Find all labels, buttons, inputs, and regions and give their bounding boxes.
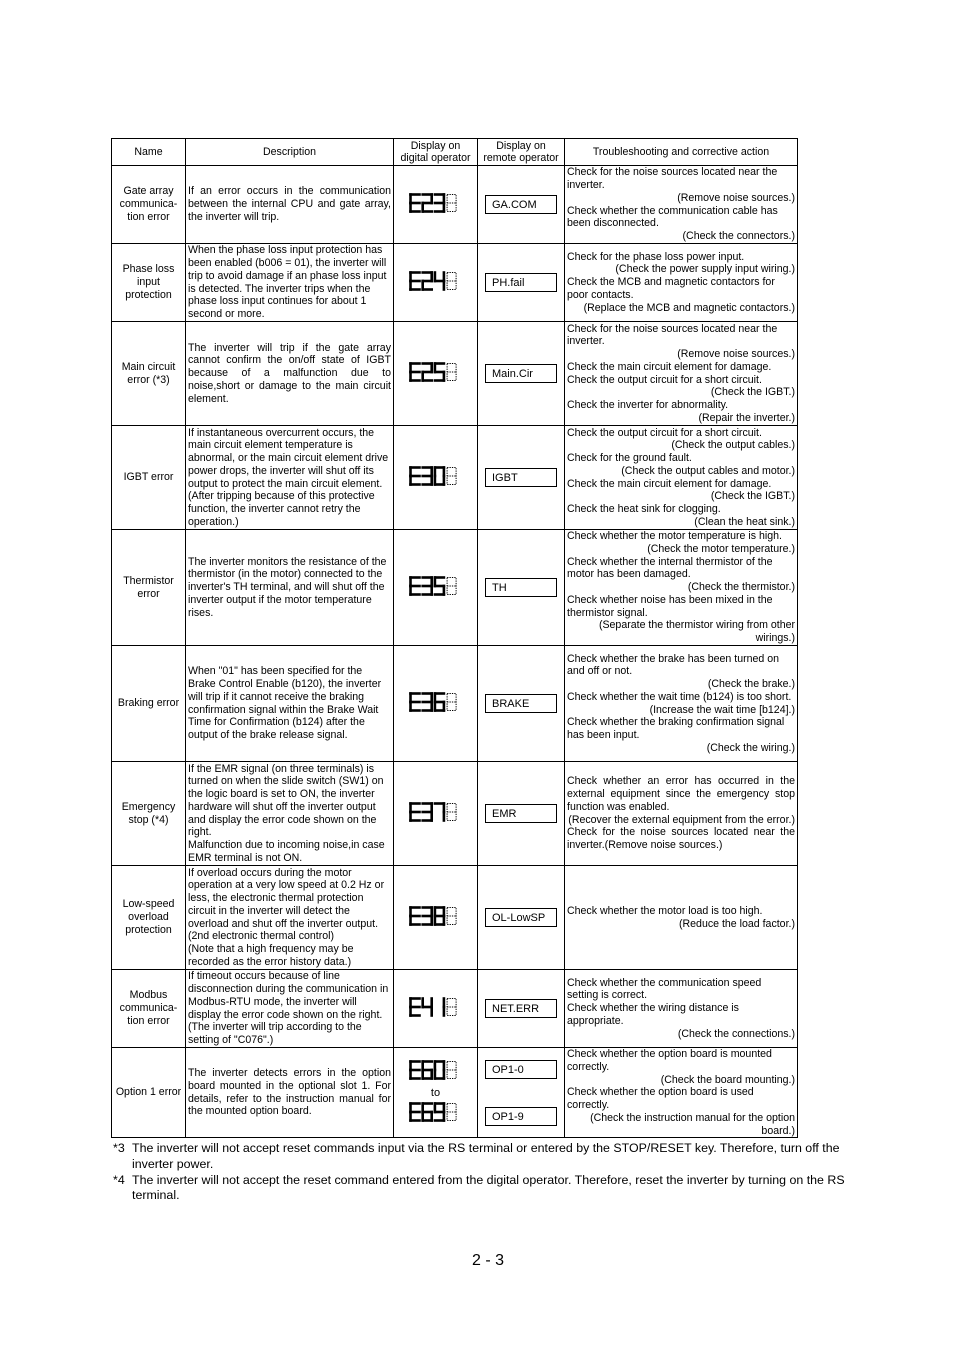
error-name: Low-speed overload protection [112,866,186,970]
seven-segment-display [409,576,462,596]
error-description [186,166,394,244]
troubleshooting-cell [565,970,798,1048]
table-row [112,530,798,646]
corrective-action: (Increase the wait time [b124].) [649,703,795,716]
corrective-action: (Check the wiring.) [706,741,795,754]
error-code-display [409,576,462,596]
remote-code-box: NET.ERR [485,999,557,1018]
check-item: Check the MCB and magnetic contactors for poor contacts. [567,276,775,301]
corrective-action: (Check the IGBT.) [710,386,795,399]
troubleshooting-cell [565,322,798,426]
check-item: Check the heat sink for clogging. [567,503,721,515]
description-text: If an error occurs in the communication between the internal CPU and gate array, the inverter will trip. [188,185,391,223]
error-description [186,646,394,762]
check-item: Check whether an error has occurred in the external equipment since the emergency stop function was enabled. [567,775,795,813]
table-row [112,322,798,426]
error-name: Thermistor error [112,530,186,646]
error-code-display [409,997,462,1017]
spacer [480,1079,562,1107]
header-description: Description [186,139,394,166]
error-description [186,244,394,322]
table-body [112,166,798,1138]
footnote-mark: *4 [113,1172,125,1187]
check-item: Check whether noise has been mixed in the thermistor signal. [567,593,773,619]
corrective-action: (Reduce the load factor.) [678,917,795,930]
remote-code-box: OP1-0 [485,1060,557,1079]
corrective-action: (Check the power supply input wiring.) [615,263,795,276]
error-code-display [409,193,462,213]
corrective-action: (Repair the inverter.) [698,411,795,424]
error-code-display [409,906,462,926]
page-number: 2 - 3 [472,1252,505,1269]
troubleshooting-cell [565,866,798,970]
corrective-action: (Check the thermistor.) [687,581,795,594]
footnote-3 [113,1141,865,1173]
digital-display-cell [394,530,478,646]
remote-code-box: OL-LowSP [485,908,557,927]
check-item: Check the inverter for abnormality. [567,399,729,411]
remote-code-box: IGBT [485,468,557,487]
check-item: Check the output circuit for a short circuit. [567,373,762,386]
error-name: Emergency stop (*4) [112,762,186,866]
error-code-display [409,271,462,291]
check-item: Check the output circuit for a short circuit. [567,426,762,439]
error-name: Main circuit error (*3) [112,322,186,426]
digital-display-cell [394,426,478,530]
footnote-text: The inverter will not accept reset commands input via the RS terminal or entered by the STOP/RESET key. Therefore, turn off the inverter power. [132,1141,840,1171]
check-item: Check for the noise sources located near the inverter. [567,166,778,191]
digital-display-cell [394,970,478,1048]
remote-code-box: BRAKE [485,694,557,713]
corrective-action: (Remove noise sources.) [677,348,795,360]
error-code-display [409,692,462,712]
header-troubleshooting: Troubleshooting and corrective action [565,139,798,166]
error-description [186,866,394,970]
error-code-display [409,802,462,822]
remote-code-box-end: OP1-9 [485,1107,557,1126]
digital-display-cell [394,866,478,970]
table-row [112,1048,798,1138]
error-description [186,426,394,530]
corrective-action: (Recover the external equipment from the error.) [568,813,795,826]
table-row [112,866,798,970]
check-item: Check whether the internal thermistor of the motor has been damaged. [567,555,773,581]
digital-display-cell [394,1048,478,1138]
footnotes [113,1141,865,1204]
digital-display-cell [394,322,478,426]
table-row [112,244,798,322]
remote-display-cell [478,426,565,530]
remote-display-cell [478,866,565,970]
remote-display-cell [478,166,565,244]
check-item: Check whether the wiring distance is appropriate. [567,1002,739,1027]
error-code-display [409,1060,462,1080]
corrective-action: (Check the connectors.) [682,230,795,242]
description-text: Malfunction due to incoming noise,in case EMR terminal is not ON. [188,839,385,864]
corrective-action: (Check the board mounting.) [660,1073,795,1086]
check-item: Check whether the brake has been turned on and off or not. [567,652,780,678]
range-to-label: to [430,1086,441,1099]
remote-display-cell [478,1048,565,1138]
seven-segment-display [409,466,462,486]
check-item: Check whether the wait time (b124) is too short. [567,690,792,703]
table-row [112,970,798,1048]
check-item: Check for the phase loss power input. [567,250,745,263]
remote-code-box: GA.COM [485,195,557,214]
error-description [186,762,394,866]
seven-segment-display [409,906,462,926]
footnote-mark: *3 [113,1141,125,1155]
error-name: Gate array communica-tion error [112,166,186,244]
check-item: Check whether the option board is used correctly. [567,1086,754,1111]
remote-display-cell [478,646,565,762]
description-text: The inverter will trip if the gate array cannot confirm the on/off state of IGBT because of a malfunction due to noise,short or damage to the main circuit element. [188,341,391,405]
digital-display-cell [394,244,478,322]
remote-display-cell [478,244,565,322]
troubleshooting-cell [565,530,798,646]
description-text: If timeout occurs because of line disconnection during the communication in Modbus-RTU mode, the inverter will display the error code shown on the right. (The inverter will trip according to the setting of "C076".) [188,970,389,1046]
check-item: Check whether the communication speed setting is correct. [567,976,762,1002]
error-code-display [409,466,462,486]
description-text: When the phase loss input protection has been enabled (b006 = 01), the inverter will trip to avoid damage if an phase loss input is detected. The inverter trips when the phase loss input continues for about 1 second or more. [188,244,387,320]
table-row [112,426,798,530]
remote-display-cell [478,970,565,1048]
troubleshooting-cell [565,426,798,530]
remote-display-cell [478,762,565,866]
description-text: If overload occurs during the motor operation at a very low speed at 0.2 Hz or less, the electronic thermal protection circuit in the inverter will detect the overload and shut off the inverter output. (2nd electronic thermal control) [188,866,385,943]
corrective-action: (Check the connections.) [677,1027,795,1040]
check-item: Check whether the braking confirmation signal has been input. [567,716,785,741]
error-description [186,322,394,426]
corrective-action: (Separate the thermistor wiring from other wirings.) [598,619,795,645]
error-name: Option 1 error [112,1048,186,1138]
seven-segment-display [409,997,462,1017]
digital-display-cell [394,762,478,866]
header-digital-display: Display on digital operator [394,139,478,166]
footnote-text: The inverter will not accept the reset command entered from the digital operator. Therefore, reset the inverter by turning on the RS terminal. [132,1172,845,1203]
corrective-action: (Check the IGBT.) [710,490,795,503]
corrective-action: (Clean the heat sink.) [694,515,795,528]
check-item: Check whether the communication cable has been disconnected. [567,204,778,230]
troubleshooting-cell [565,1048,798,1138]
corrective-action: (Check the brake.) [707,678,795,690]
corrective-action: (Remove noise sources.) [677,191,795,204]
corrective-action: (Replace the MCB and magnetic contactors.) [583,301,795,314]
error-code-display [409,362,462,382]
error-description [186,970,394,1048]
error-description [186,530,394,646]
troubleshooting-cell [565,166,798,244]
check-item: Check for the noise sources located near the inverter.(Remove noise sources.) [567,826,795,851]
seven-segment-display [409,1060,462,1080]
error-name: Modbus communica-tion error [112,970,186,1048]
description-text: When "01" has been specified for the Brake Control Enable (b120), the inverter will trip if it cannot receive the braking confirmation signal within the Brake Wait Time for Confirmation (b124) after the output of the brake release signal. [188,665,382,741]
error-name: Braking error [112,646,186,762]
remote-display-cell [478,322,565,426]
check-item: Check for the ground fault. [567,452,692,464]
digital-display-cell [394,166,478,244]
description-text: If instantaneous overcurrent occurs, the main circuit element temperature is abnormal, or the main circuit element drive power drops, the inverter will shut off its output to protect the main circuit element. (After tripping because of this protective function, the inverter cannot retry the operation.) [188,426,389,528]
table-row [112,762,798,866]
error-code-table [111,138,798,1138]
seven-segment-display [409,802,462,822]
seven-segment-display [409,692,462,712]
table-header-row [112,139,798,166]
check-item: Check for the noise sources located near the inverter. [567,322,778,348]
seven-segment-display [409,1102,462,1122]
seven-segment-display [409,271,462,291]
troubleshooting-cell [565,244,798,322]
check-item: Check whether the motor load is too high. [567,904,763,917]
digital-display-cell [394,646,478,762]
remote-code-box: EMR [485,804,557,823]
remote-code-box: TH [485,578,557,597]
seven-segment-display [409,362,462,382]
error-code-display-end [409,1102,462,1122]
check-item: Check the main circuit element for damage. [567,360,772,373]
corrective-action: (Check the output cables and motor.) [621,464,795,477]
corrective-action: (Check the motor temperature.) [647,542,795,555]
remote-code-box: PH.fail [485,273,557,292]
description-text: If the EMR signal (on three terminals) is turned on when the slide switch (SW1) on the logic board is set to ON, the inverter hardware will shut off the inverter output and display the error code shown on the right. [188,762,384,839]
seven-segment-display [409,193,462,213]
error-description [186,1048,394,1138]
description-text: The inverter monitors the resistance of the thermistor (in the motor) connected to the inverter's TH terminal, and will shut off the inverter output if the motor temperature rises. [188,555,387,619]
troubleshooting-cell [565,646,798,762]
header-remote-display: Display on remote operator [478,139,565,166]
corrective-action: (Check the output cables.) [671,439,795,452]
header-name: Name [112,139,186,166]
description-text: The inverter detects errors in the option board mounted in the optional slot 1. For details, refer to the instruction manual for the mounted option board. [188,1067,391,1118]
remote-display-cell [478,530,565,646]
check-item: Check whether the option board is mounted correctly. [567,1048,772,1073]
remote-code-box: Main.Cir [485,364,557,383]
table-row [112,166,798,244]
check-item: Check the main circuit element for damage. [567,477,772,490]
corrective-action: (Check the instruction manual for the option board.) [590,1111,795,1137]
check-item: Check whether the motor temperature is high. [567,530,782,543]
error-name: Phase loss input protection [112,244,186,322]
error-name: IGBT error [112,426,186,530]
description-text: (Note that a high frequency may be recorded as the error history data.) [188,943,354,968]
footnote-4 [113,1173,865,1205]
troubleshooting-cell [565,762,798,866]
table-row [112,646,798,762]
